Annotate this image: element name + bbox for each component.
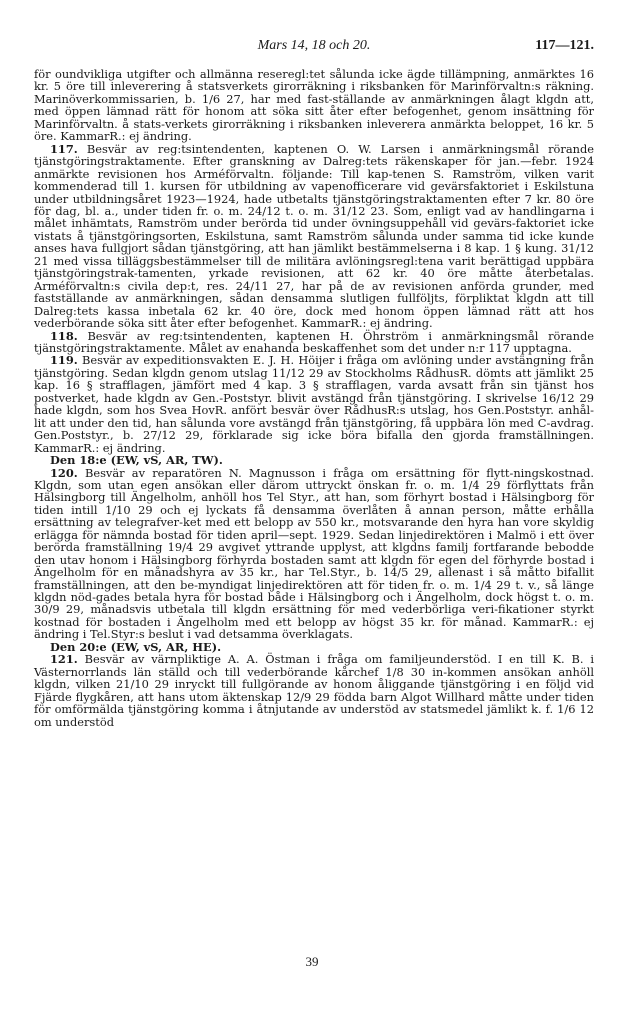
case-117 [34, 143, 594, 330]
case-119 [34, 354, 594, 454]
paragraph-continued: för oundvikliga utgifter och allmänna reseregl:tet sålunda icke ägde tillämpning, anmärktes 16 kr. 5 öre till inleverering å statsverkets girorräkning i riksbanken för Marinförvaltn:s räkning. Marinöverkommissarien, b. 1/6 27, har med fast-ställande av anmärkningen ålagt klgdn att, med öppen lämnad rätt för honom att söka sitt åter efter befogenhet, genom insättning för Marinförvaltn. å stats-verkets girorräkning i riksbanken inleverera anmärkta beloppet, 16 kr. 5 öre. KammarR.: ej ändring. [34, 67, 594, 144]
case-range: 117—121. [535, 38, 594, 53]
case-number: 118. [50, 328, 78, 343]
page-header [34, 36, 594, 58]
case-number: 120. [50, 465, 78, 480]
running-title: Mars 14, 18 och 20. [257, 38, 371, 53]
case-text: Besvär av reparatören N. Magnusson i fråga om ersättning för flytt-ningskostnad. Klgdn, som utan egen ansökan eller därom uttryckt önskan fr. o. m. 1/4 29 förflyttats från Hälsingborg till Ängelholm, anhöll hos Tel Styr., att han, som förhyrt bostad i Hälsingborg för tiden intill 1/10 29 och ej lyckats få densamma överlåten å annan person, måtte erhålla ersättning av telegrafver-ket med ett belopp av 550 kr., motsvarande den hyra han vore skyldig erlägga för nämnda bostad för tiden april—sept. 1929. Sedan linjedirektören i Malmö i ett över berörda framställning 19/4 29 avgivet yttrande upplyst, att klgdns familj fortfarande bebodde den utav honom i Hälsingborg förhyrda bostaden samt att klgdn för egen del förhyrde bostad i Ängelholm för en månadshyra av 35 kr., har Tel.Styr., b. 14/5 29, allenast i så måtto bifallit framställningen, att den be-myndigat linjedirektören att för tiden fr. o. m. 1/4 29 t. v., så länge klgdn nöd-gades betala hyra för bostad både i Hälsingborg och i Ängelholm, dock högst t. o. m. 30/9 29, månadsvis utbetala till klgdn ersättning för med vederbörliga veri-fikationer styrkt kostnad för bostaden i Ängelholm med ett belopp av högst 35 kr. för månad. KammarR.: ej ändring i Tel.Styr:s beslut i vad detsamma överklagats. [34, 465, 594, 642]
case-number: 121. [50, 652, 78, 667]
case-text: Besvär av expeditionsvakten E. J. H. Höijer i fråga om avlöning under avstängning från tjänstgöring. Sedan klgdn genom utslag 11/12 29 av Stockholms RådhusR. dömts att jämlikt 25 kap. 16 § strafflagen, jämfört med 4 kap. 3 § strafflagen, varda avsatt från sin tjänst hos postverket, hade klgdn av Gen.-Poststyr. blivit avstängd från tjänstgöring. I skrivelse 16/12 29 hade klgdn, som hos Svea HovR. anfört besvär över RådhusR:s utslag, hos Gen.Poststyr. anhål-lit att under den tid, han sålunda vore avstängd från tjänstgöring, få uppbära lön med C-avdrag. Gen.Poststyr., b. 27/12 29, förklarade sig icke böra bifalla den gjorda framställningen. KammarR.: ej ändring. [34, 353, 594, 455]
page-number: 39 [305, 954, 319, 969]
date-heading-20: Den 20:e (EW, vS, AR, HE). [50, 639, 222, 654]
case-number: 119. [50, 353, 78, 368]
page [34, 36, 594, 728]
case-text: Besvär av värnpliktige A. A. Östman i fråga om familjeunderstöd. I en till K. B. i Västernorrlands län ställd och till vederbörande kårchef 1/8 30 in-kommen ansökan anhöll klgdn, vilken 21/10 29 inryckt till fullgörande av honom åliggande tjänstgöring i en följd vid Fjärde flygkåren, att hans utom äktenskap 12/9 29 födda barn Algot Willhard måtte under tiden för omförmälda tjänstgöring komma i åtnjutande av understöd av statsmedel jämlikt k. f. 1/6 12 om understöd [34, 652, 594, 729]
case-text: Besvär av reg:tsintendenten, kaptenen H. Öhrström i anmärkningsmål rörande tjänstgöringstraktamente. Målet av enahanda beskaffenhet som det under n:r 117 upptagna. [34, 328, 594, 355]
case-number: 117. [50, 141, 78, 156]
case-118 [34, 330, 594, 355]
case-120 [34, 467, 594, 641]
case-text: Besvär av reg:tsintendenten, kaptenen O. W. Larsen i anmärkningsmål rörande tjänstgöringstraktamente. Efter granskning av Dalreg:tets räkenskaper för jan.—febr. 1924 anmärkte revisionen hos Arméförvaltn. följande: Till kap-tenen S. Ramström, vilken varit kommenderad till 1. kursen för utbildning av vapenofficerare vid gevärsfaktoriet i Eskilstuna under utbildningsåret 1923—1924, hade utbetalts tjänstgöringstraktamenten efter 7 kr. 80 öre för dag, bl. a., under tiden fr. o. m. 24/12 t. o. m. 31/12 23. Som, enligt vad av handlingarna i målet inhämtats, Ramström under berörda tid under övningsuppehåll vid gevärs-faktoriet icke vistats å tjänstgöringsorten, Eskilstuna, samt Ramström sålunda under samma tid icke kunde anses hava fullgjort sådan tjänstgöring, att han jämlikt bestämmelserna i 8 kap. 1 § kung. 31/12 21 med vissa tilläggsbestämmelser till de militära avlöningsregl:tena varit berättigad uppbära tjänstgöringstrak-tamenten, yrkade revisionen, att 62 kr. 40 öre måtte återbetalas. Arméförvaltn:s civila dep:t, res. 24/11 27, har på de av revisionen anförda grunder, med fastställande av anmärkningen, sådan densamma slutligen fullföljts, förpliktat klgdn att till Dalreg:tets kassa inbetala 62 kr. 40 öre, dock med honom öppen lämnad rätt att hos vederbörande söka sitt åter efter befogenhet. KammarR.: ej ändring. [34, 141, 595, 331]
date-heading-18: Den 18:e (EW, vS, AR, TW). [50, 453, 223, 468]
case-121 [34, 653, 594, 728]
body-text [34, 68, 594, 728]
